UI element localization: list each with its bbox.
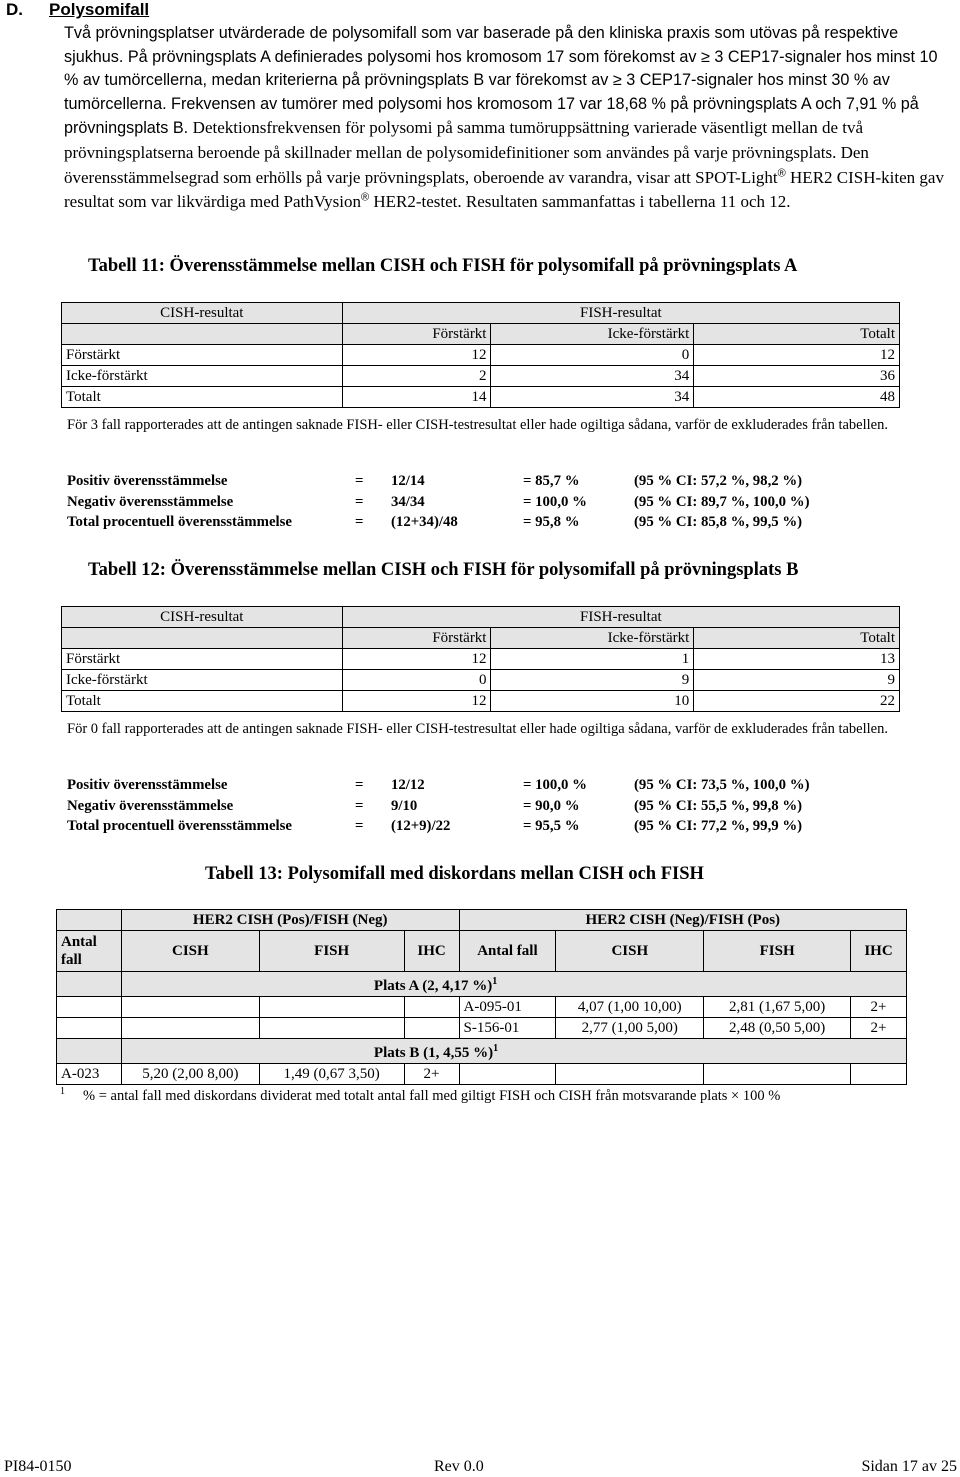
cell: 48 xyxy=(694,387,900,408)
table13-col-header: IHC xyxy=(404,931,459,972)
table12-cish-header: CISH-resultat xyxy=(62,607,343,628)
table-row xyxy=(62,366,900,387)
cell: 12 xyxy=(342,691,491,712)
row-label: Förstärkt xyxy=(62,345,343,366)
row-label: Icke-förstärkt xyxy=(62,670,343,691)
table13-col-header: FISH xyxy=(704,931,851,972)
intro-paragraph xyxy=(64,22,950,215)
footnote-end: 100 % xyxy=(742,1087,781,1104)
cell: 22 xyxy=(694,691,900,712)
site-a-label: Plats A (2, 4,17 %) xyxy=(373,978,493,994)
cell: 9 xyxy=(694,670,900,691)
table11-col-header: Förstärkt xyxy=(342,324,491,345)
footer-page-number: Sidan 17 av 25 xyxy=(861,1458,957,1475)
table13-footnote xyxy=(60,1086,780,1105)
cell: 0 xyxy=(342,670,491,691)
cell: 5,20 (2,00 8,00) xyxy=(121,1064,259,1085)
case-id: A-095-01 xyxy=(459,997,556,1018)
table12-col-header: Förstärkt xyxy=(342,628,491,649)
table12-caption: Tabell 12: Överensstämmelse mellan CISH och FISH för polysomifall på prövningsplats B xyxy=(88,560,799,580)
table-row xyxy=(57,997,907,1018)
table-row xyxy=(62,387,900,408)
table13-group2: HER2 CISH (Neg)/FISH (Pos) xyxy=(459,910,907,931)
cell: 14 xyxy=(342,387,491,408)
cell: 1,49 (0,67 3,50) xyxy=(259,1064,404,1085)
section-heading xyxy=(6,0,149,20)
case-id: S-156-01 xyxy=(459,1018,556,1039)
footnote-text: % = antal fall med diskordans dividerat med totalt antal fall med giltigt FISH och CISH från motsvarande plats xyxy=(83,1087,728,1104)
intro-text-2: Detektionsfrekvensen för polysomi på samma tumöruppsättning varierade väsentligt mellan de två prövningsplatserna beroende på skillnader mellan de polysomidefinitioner som användes på varje prövningsplats. Den överensstämmelsegrad som erhölls på varje prövningsplats, oberoende av varandra, visar att SPOT-Light xyxy=(64,118,869,187)
section-letter: D. xyxy=(6,0,23,19)
cell: 2+ xyxy=(851,1018,907,1039)
cell: 36 xyxy=(694,366,900,387)
registered-mark: ® xyxy=(360,191,370,204)
cell: 4,07 (1,00 10,00) xyxy=(556,997,704,1018)
table11-col-header: Icke-förstärkt xyxy=(491,324,694,345)
row-label: Icke-förstärkt xyxy=(62,366,343,387)
table13-caption: Tabell 13: Polysomifall med diskordans mellan CISH och FISH xyxy=(205,864,704,884)
table11-col-header: Totalt xyxy=(694,324,900,345)
cell: 9 xyxy=(491,670,694,691)
table-row xyxy=(57,1064,907,1085)
table-row xyxy=(62,670,900,691)
intro-text-3: HER2 CISH-kiten gav resultat som var likvärdiga med PathVysion xyxy=(64,167,944,212)
table12-fish-header: FISH-resultat xyxy=(342,607,899,628)
footnote-ref: 1 xyxy=(492,976,498,987)
table13-col-header: IHC xyxy=(851,931,907,972)
table11-caption: Tabell 11: Överensstämmelse mellan CISH och FISH för polysomifall på prövningsplats A xyxy=(88,256,798,276)
table-row xyxy=(62,345,900,366)
table13-group1: HER2 CISH (Pos)/FISH (Neg) xyxy=(121,910,459,931)
times-sign: × xyxy=(731,1087,740,1104)
table13-col-header: CISH xyxy=(121,931,259,972)
cell: 2,48 (0,50 5,00) xyxy=(704,1018,851,1039)
cell: 0 xyxy=(491,345,694,366)
table11-cish-header: CISH-resultat xyxy=(62,303,343,324)
site-row xyxy=(57,972,907,997)
table13-col-header: CISH xyxy=(556,931,704,972)
footnote-ref: 1 xyxy=(493,1043,499,1054)
cell: 13 xyxy=(694,649,900,670)
cell: 2,77 (1,00 5,00) xyxy=(556,1018,704,1039)
table11 xyxy=(61,302,900,408)
table12 xyxy=(61,606,900,712)
site-row xyxy=(57,1039,907,1064)
row-label: Förstärkt xyxy=(62,649,343,670)
table11-note: För 3 fall rapporterades att de antingen saknade FISH- eller CISH-testresultat eller hade ogiltiga sådana, varför de exkluderades från tabellen. xyxy=(67,417,888,433)
intro-text-4: HER2-testet. Resultaten sammanfattas i tabellerna 11 och 12. xyxy=(369,192,791,212)
table-row xyxy=(62,649,900,670)
cell: 1 xyxy=(491,649,694,670)
footer-doc-id: PI84-0150 xyxy=(4,1458,72,1475)
row-label: Totalt xyxy=(62,387,343,408)
cell: 34 xyxy=(491,387,694,408)
cell: 12 xyxy=(342,345,491,366)
cell: 2+ xyxy=(404,1064,459,1085)
intro-text-1: Två prövningsplatser utvärderade de polysomifall som var baserade på den kliniska praxis som utövas på respektive sjukhus. På prövningsplats A definierades polysomi hos kromosom 17 som förekomst av ≥ 3 CEP17-signaler hos minst 10 % av tumörcellerna, medan kriterierna på prövningsplats B var förekomst av ≥ 3 CEP17-signaler hos minst 30 % av tumörcellerna. Frekvensen av tumörer med polysomi hos kromosom 17 var 18,68 % på prövningsplats A och 7,91 % på prövningsplats B. xyxy=(64,24,938,138)
table13-col-header: FISH xyxy=(259,931,404,972)
table-row xyxy=(62,691,900,712)
row-label: Totalt xyxy=(62,691,343,712)
site-b-label: Plats B (1, 4,55 %) xyxy=(373,1045,494,1061)
table13 xyxy=(56,909,907,1085)
table-row xyxy=(57,1018,907,1039)
table12-note: För 0 fall rapporterades att de antingen saknade FISH- eller CISH-testresultat eller hade ogiltiga sådana, varför de exkluderades från tabellen. xyxy=(67,721,888,737)
cell: 2,81 (1,67 5,00) xyxy=(704,997,851,1018)
table12-col-header: Totalt xyxy=(694,628,900,649)
cell: 34 xyxy=(491,366,694,387)
section-title: Polysomifall xyxy=(49,0,150,19)
cell: 12 xyxy=(342,649,491,670)
cell: 10 xyxy=(491,691,694,712)
cell: 2 xyxy=(342,366,491,387)
registered-mark: ® xyxy=(777,167,786,180)
table11-fish-header: FISH-resultat xyxy=(342,303,899,324)
footnote-mark: 1 xyxy=(60,1086,65,1097)
footer-revision: Rev 0.0 xyxy=(434,1458,484,1475)
table13-col-header: Antal fall xyxy=(459,931,556,972)
case-id: A-023 xyxy=(57,1064,122,1085)
cell: 12 xyxy=(694,345,900,366)
table12-col-header: Icke-förstärkt xyxy=(491,628,694,649)
cell: 2+ xyxy=(851,997,907,1018)
table13-col-header: Antal fall xyxy=(57,931,122,972)
